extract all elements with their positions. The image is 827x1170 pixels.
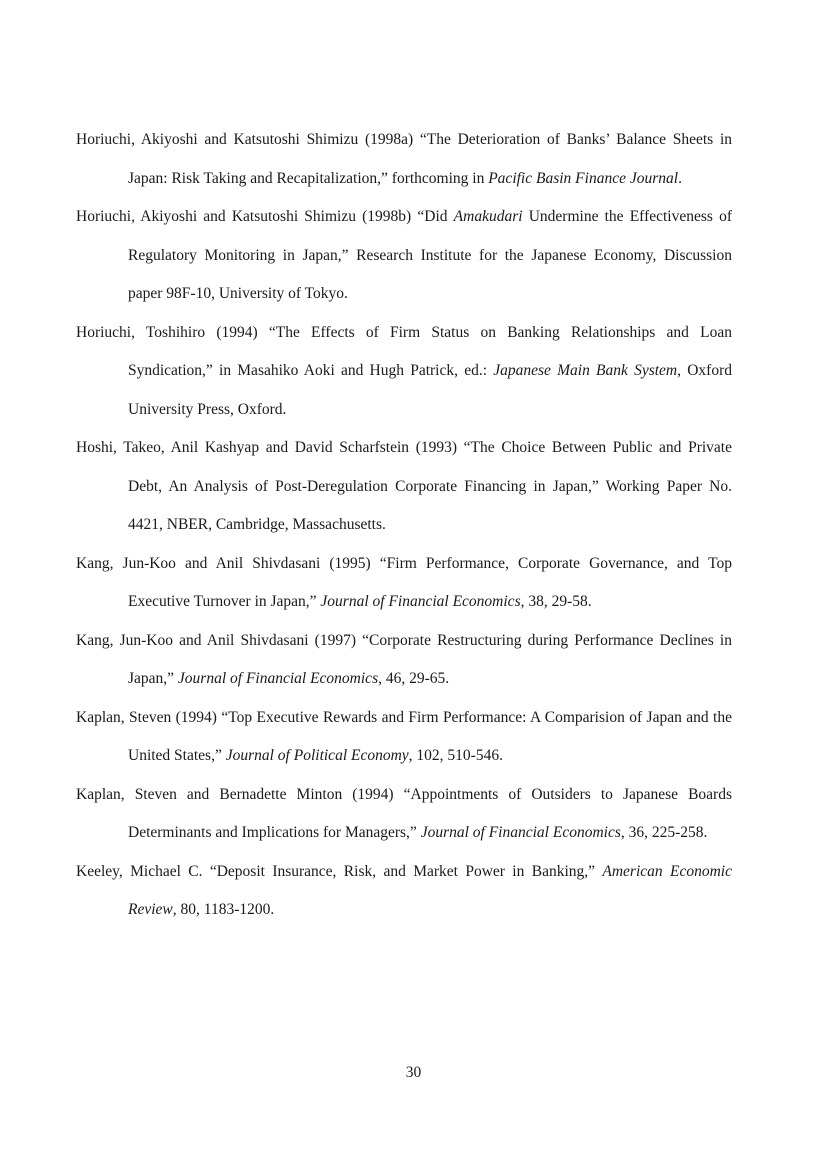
reference-text: Horiuchi, Toshihiro (1994) “The Effects of Firm Status on Banking Relationships and Loan Syndication,” in Masahiko Aoki and Hugh Patrick, ed.: [76, 323, 732, 379]
reference-text: Keeley, Michael C. “Deposit Insurance, Risk, and Market Power in Banking,” [76, 862, 603, 880]
reference-text: Kaplan, Steven and Bernadette Minton (1994) “Appointments of Outsiders to Japanese Boards Determinants and Implications for Managers,” [76, 785, 732, 841]
reference-details: , 46, 29-65. [378, 670, 450, 687]
reference-details: , 80, 1183-1200. [172, 901, 275, 918]
reference-text: Kaplan, Steven (1994) “Top Executive Rewards and Firm Performance: A Comparision of Japan and the United States,” [76, 708, 732, 764]
reference-journal: Japanese Main Bank System [493, 362, 678, 379]
reference-entry [76, 853, 732, 930]
reference-details: , 38, 29-58. [520, 593, 592, 610]
reference-journal: Amakudari [453, 208, 523, 225]
reference-journal: American Economic Review [128, 862, 732, 918]
reference-entry [76, 198, 732, 314]
reference-details: , 102, 510-546. [408, 747, 503, 764]
reference-text: Kang, Jun-Koo and Anil Shivdasani (1997) “Corporate Restructuring during Performance Declines in Japan,” [76, 631, 732, 687]
reference-text: Hoshi, Takeo, Anil Kashyap and David Scharfstein (1993) “The Choice Between Public and Private Debt, An Analysis of Post-Deregulation Corporate Financing in Japan,” Working Paper No. 4421, NBER, Cambridge, Massachusetts. [76, 439, 732, 533]
reference-entry [76, 776, 732, 853]
reference-text: Kang, Jun-Koo and Anil Shivdasani (1995) “Firm Performance, Corporate Governance, and Top Executive Turnover in Japan,” [76, 554, 732, 610]
reference-entry [76, 314, 732, 430]
reference-journal: Journal of Financial Economics [420, 824, 621, 841]
reference-entry [76, 121, 732, 198]
reference-text: Horiuchi, Akiyoshi and Katsutoshi Shimizu (1998a) “The Deterioration of Banks’ Balance Sheets in Japan: Risk Taking and Recapitalization,” forthcoming in [76, 131, 732, 187]
reference-details: . [678, 169, 682, 187]
reference-entry [76, 545, 732, 622]
reference-journal: Pacific Basin Finance Journal [488, 169, 679, 187]
reference-journal: Journal of Political Economy [225, 747, 409, 764]
reference-list [76, 121, 732, 930]
reference-entry [76, 699, 732, 776]
reference-entry [76, 622, 732, 699]
reference-details: Undermine the Effectiveness of Regulatory Monitoring in Japan,” Research Institute for the Japanese Economy, Discussion paper 98F-10, University of Tokyo. [128, 208, 732, 302]
page-number: 30 [405, 1064, 422, 1081]
reference-details: , Oxford University Press, Oxford. [128, 362, 732, 418]
reference-text: Horiuchi, Akiyoshi and Katsutoshi Shimizu (1998b) “Did [76, 208, 454, 225]
reference-entry [76, 429, 732, 545]
reference-journal: Journal of Financial Economics [320, 593, 521, 610]
reference-journal: Journal of Financial Economics [177, 670, 379, 687]
reference-details: , 36, 225-258. [620, 824, 708, 841]
